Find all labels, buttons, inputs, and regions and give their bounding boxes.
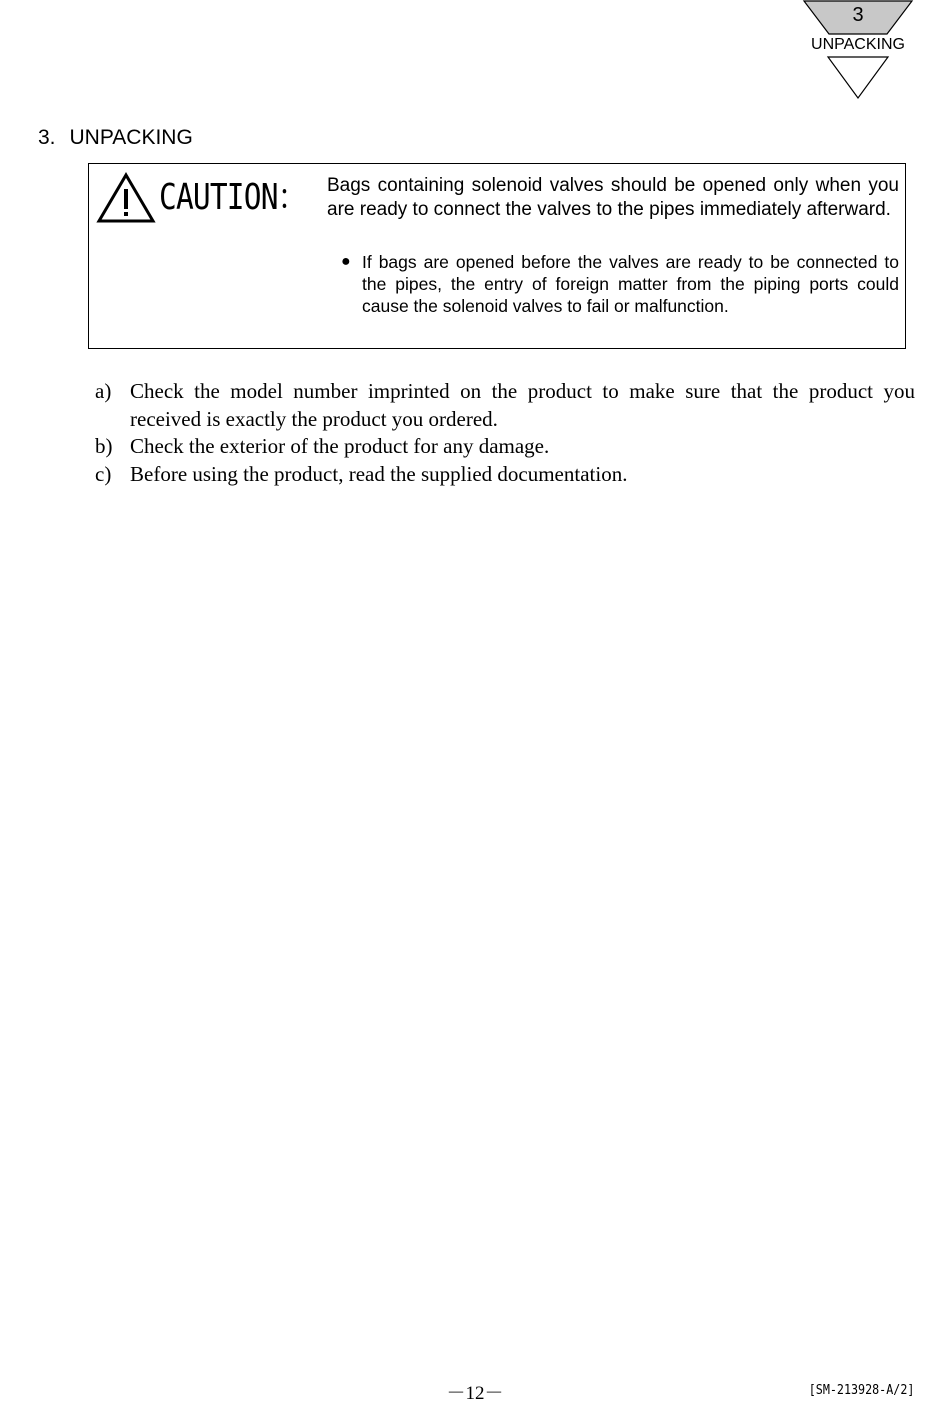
list-item (95, 433, 915, 461)
section-heading (38, 125, 193, 151)
chapter-label: UNPACKING (802, 36, 914, 54)
page-number: －12－ (446, 1383, 504, 1404)
document-id: [SM-213928-A/2] (808, 1383, 914, 1398)
caution-label: CAUTION： (159, 177, 307, 218)
section-title: UNPACKING (69, 126, 193, 149)
bullet-icon: ● (341, 253, 351, 270)
caution-text: Bags containing solenoid valves should be opened only when you are ready to connect the valves to the pipes immediately afterward. (327, 175, 899, 220)
caution-box (88, 163, 906, 349)
warning-triangle-icon (96, 172, 156, 224)
list-item-text: Check the model number imprinted on the product to make sure that the product you received is exactly the product you ordered. (130, 379, 915, 431)
checklist (95, 378, 915, 488)
section-number: 3. (38, 126, 56, 149)
chapter-tab (802, 0, 914, 100)
list-item (95, 378, 915, 433)
caution-bullet (341, 251, 899, 317)
list-item (95, 461, 915, 489)
list-item-marker: a) (95, 379, 112, 403)
list-item-marker: b) (95, 434, 113, 458)
chapter-number: 3 (852, 4, 864, 26)
caution-bullet-text: If bags are opened before the valves are ready to be connected to the pipes, the entry of foreign matter from the piping ports could cause the solenoid valves to fail or malfunction. (362, 252, 899, 316)
list-item-marker: c) (95, 461, 112, 486)
list-item-text: Check the exterior of the product for any damage. (130, 434, 550, 458)
list-item-text: Before using the product, read the supplied documentation. (130, 461, 628, 486)
